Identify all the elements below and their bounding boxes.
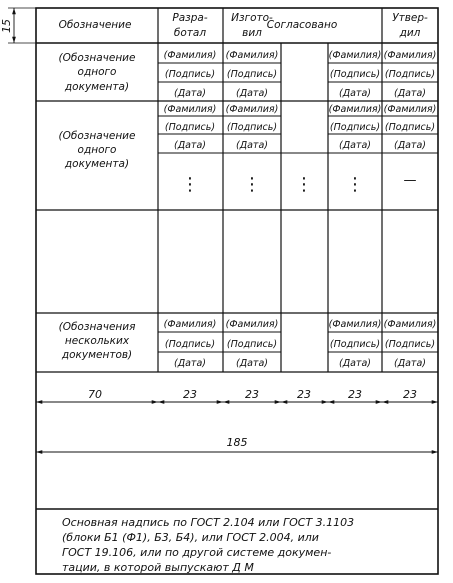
cell-signature: (Подпись): [164, 122, 216, 133]
footer-line: (блоки Б1 (Ф1), Б3, Б4), или ГОСТ 2.004, или: [62, 531, 319, 544]
row-multiple-documents: [59, 321, 136, 361]
continuation-dots: ⋮: [181, 174, 199, 195]
header-developed-1: Разра-: [172, 12, 208, 24]
cell-surname: (Фамилия): [225, 50, 279, 61]
cell-signature: (Подпись): [329, 122, 381, 133]
cell-date: (Дата): [235, 358, 269, 369]
dim-col-designation: 70: [88, 388, 102, 401]
cell-date: (Дата): [173, 88, 207, 99]
footer-line: ГОСТ 19.106, или по другой системе докумен-: [62, 546, 332, 559]
header-manufactured-2: вил: [242, 27, 262, 39]
cell-signature: (Подпись): [384, 122, 436, 133]
cell-date: (Дата): [338, 358, 372, 369]
label-line: одного: [77, 66, 117, 78]
header-agreed: Согласовано: [266, 19, 338, 31]
continuation-dash: —: [403, 173, 417, 188]
header-developed-2: ботал: [173, 27, 207, 39]
dim-col-approved: 23: [403, 388, 417, 401]
row-one-document-a: [59, 52, 136, 93]
cell-signature: (Подпись): [226, 339, 278, 350]
dim-col-manufactured: 23: [245, 388, 259, 401]
cell-surname: (Фамилия): [328, 319, 382, 330]
cell-signature: (Подпись): [164, 339, 216, 350]
cell-date: (Дата): [235, 88, 269, 99]
label-line: нескольких: [64, 335, 130, 347]
cell-signature: (Подпись): [226, 122, 278, 133]
continuation-dots: ⋮: [295, 174, 313, 195]
cell-signature: (Подпись): [226, 69, 278, 80]
cell-date: (Дата): [338, 88, 372, 99]
cell-signature: (Подпись): [384, 69, 436, 80]
block-1-cells: [164, 50, 437, 99]
cell-signature: (Подпись): [329, 339, 381, 350]
header-designation: Обозначение: [58, 19, 132, 31]
cell-surname: (Фамилия): [383, 50, 437, 61]
label-line: документа): [64, 158, 130, 170]
cell-date: (Дата): [393, 140, 427, 151]
label-line: документов): [61, 349, 133, 361]
continuation-dots: ⋮: [346, 174, 364, 195]
row-one-document-b: [59, 130, 136, 170]
label-line: (Обозначение: [58, 130, 136, 142]
cell-signature: (Подпись): [329, 69, 381, 80]
column-dimensions: [88, 388, 417, 449]
label-line: документа): [64, 81, 130, 93]
label-line: одного: [77, 144, 117, 156]
cell-signature: (Подпись): [384, 339, 436, 350]
cell-date: (Дата): [173, 358, 207, 369]
label-line: (Обозначения: [58, 321, 136, 333]
footer-note: [62, 516, 354, 574]
header-manufactured-1: Изгото-: [231, 12, 273, 24]
footer-line: тации, в которой выпускают Д М: [62, 561, 254, 574]
continuation-dots: ⋮: [243, 174, 261, 195]
cell-surname: (Фамилия): [328, 50, 382, 61]
header-approved-2: дил: [399, 27, 421, 39]
cell-surname: (Фамилия): [163, 319, 217, 330]
cell-surname: (Фамилия): [328, 104, 382, 115]
cell-surname: (Фамилия): [163, 50, 217, 61]
dim-col-agreed-2: 23: [348, 388, 362, 401]
cell-surname: (Фамилия): [163, 104, 217, 115]
cell-surname: (Фамилия): [225, 319, 279, 330]
footer-line: Основная надпись по ГОСТ 2.104 или ГОСТ 3.1103: [62, 516, 355, 529]
cell-date: (Дата): [173, 140, 207, 151]
cell-surname: (Фамилия): [225, 104, 279, 115]
label-line: (Обозначение: [58, 52, 136, 64]
cell-date: (Дата): [393, 88, 427, 99]
header-approved-1: Утвер-: [392, 12, 428, 24]
cell-date: (Дата): [235, 140, 269, 151]
cell-signature: (Подпись): [164, 69, 216, 80]
block-3-cells: [164, 319, 437, 369]
dim-col-developed: 23: [183, 388, 197, 401]
dim-total: 185: [226, 436, 248, 449]
block-2-cells: [164, 104, 437, 195]
dimension-15-label: 15: [0, 19, 13, 33]
dim-col-agreed-1: 23: [297, 388, 311, 401]
cell-surname: (Фамилия): [383, 319, 437, 330]
cell-surname: (Фамилия): [383, 104, 437, 115]
cell-date: (Дата): [393, 358, 427, 369]
cell-date: (Дата): [338, 140, 372, 151]
